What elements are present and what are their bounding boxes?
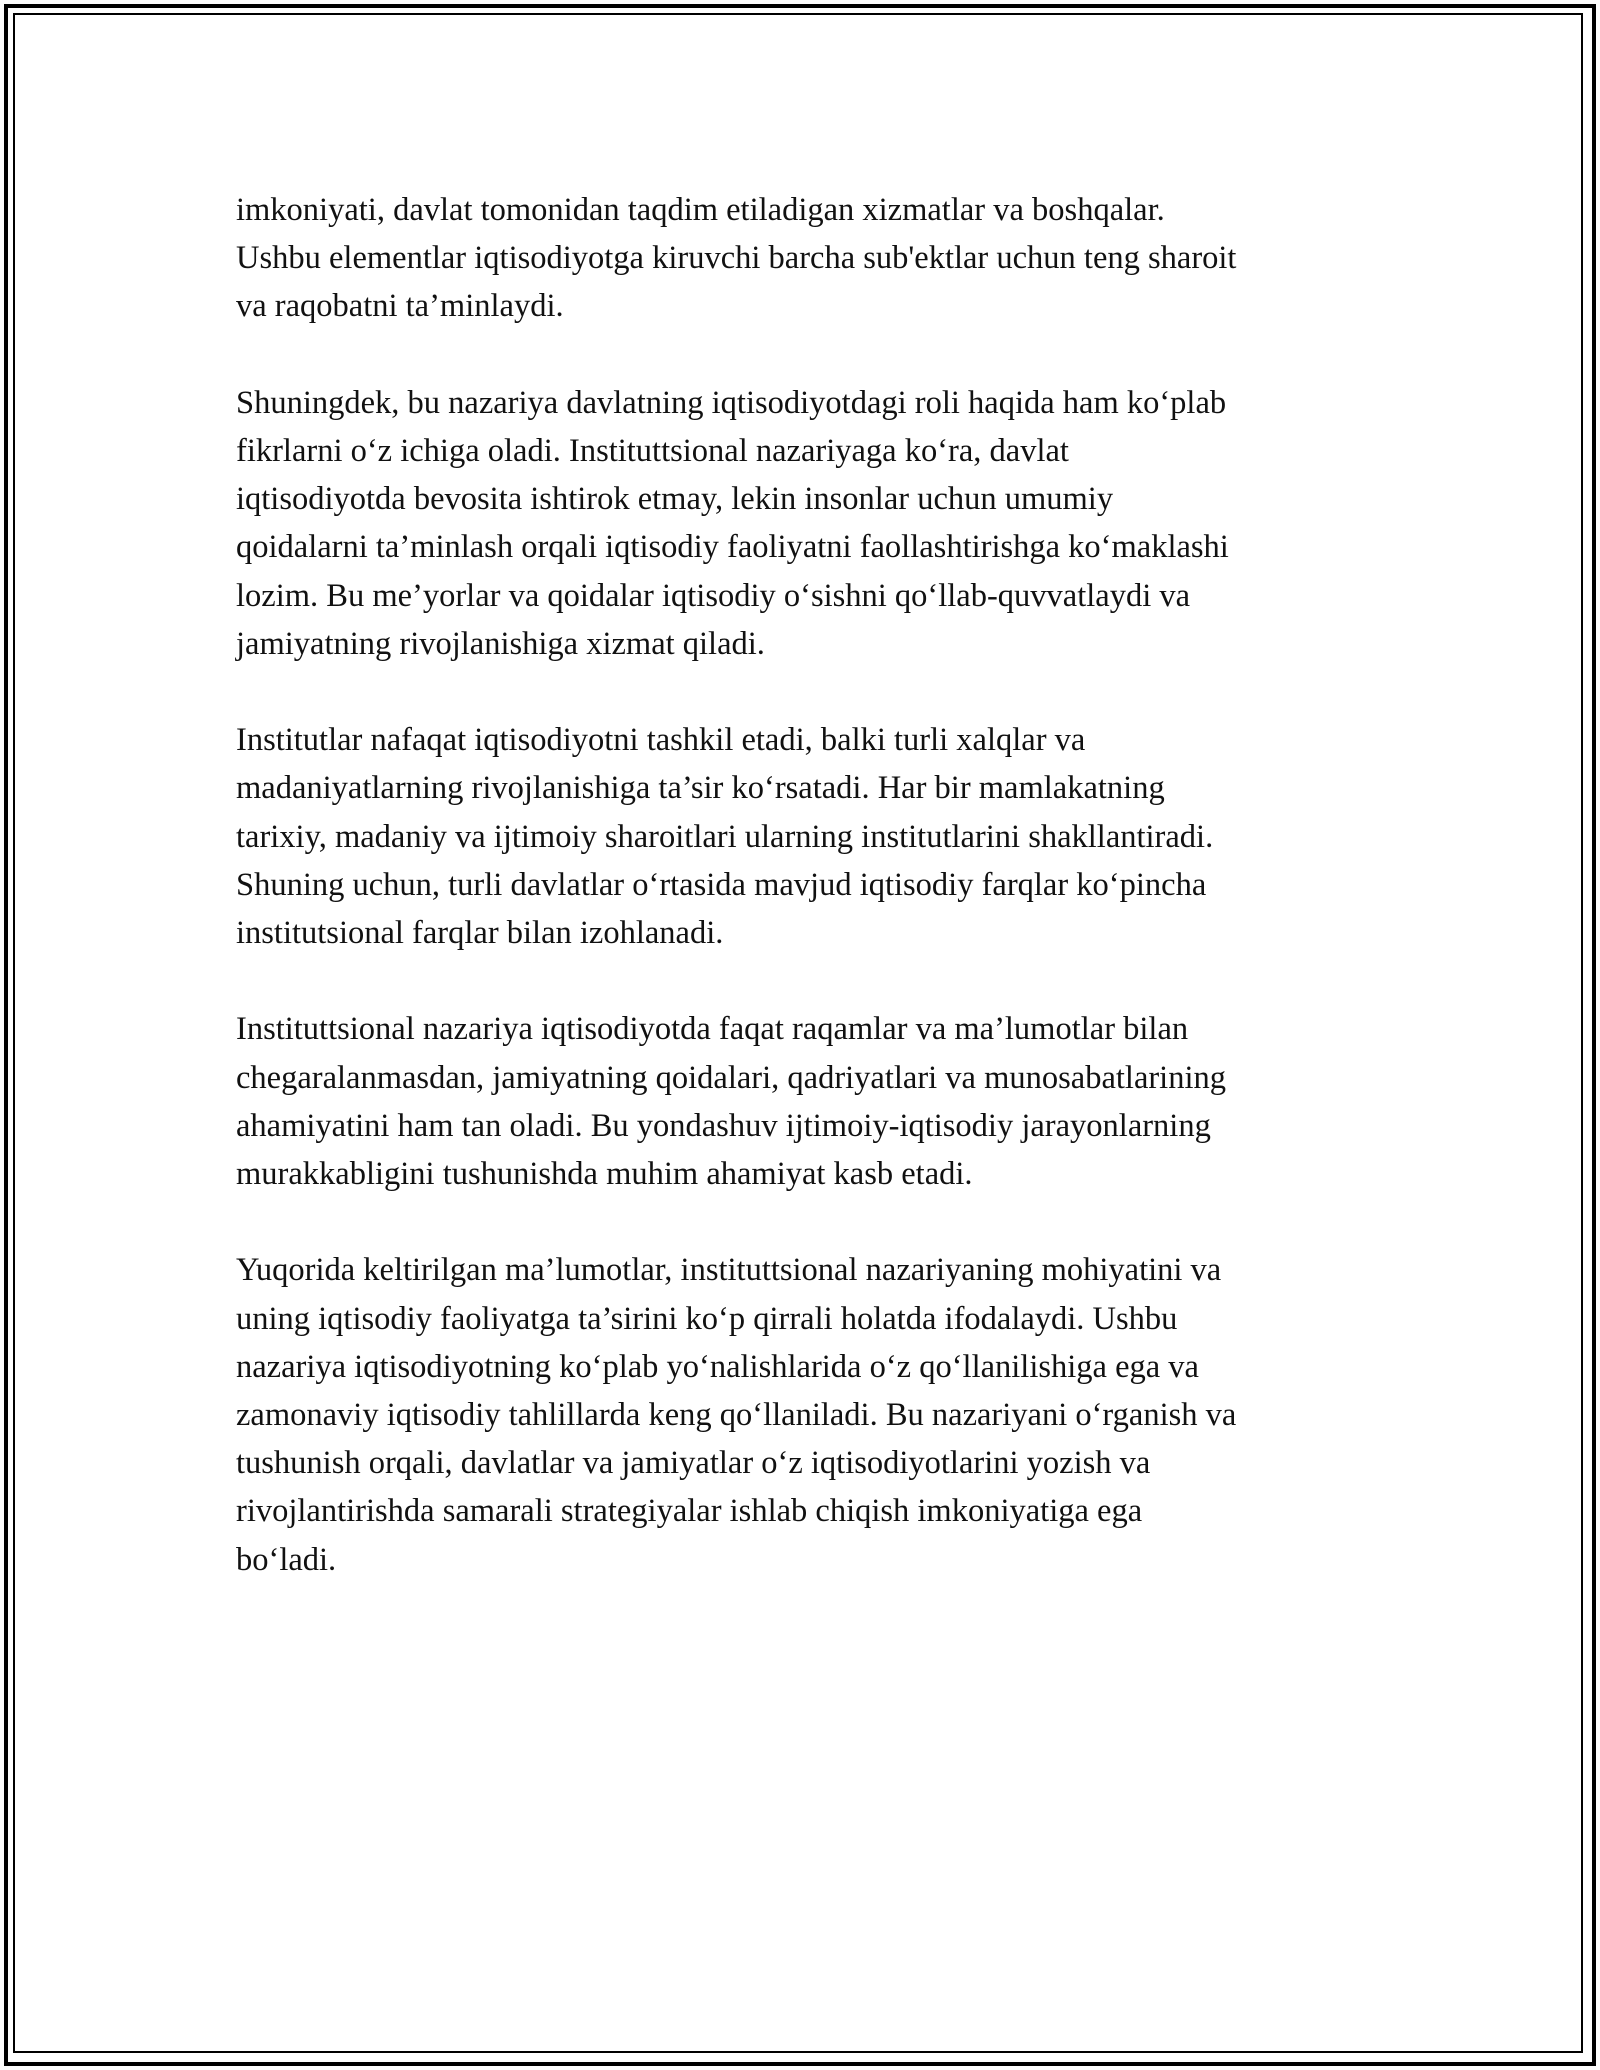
text-line: rivojlantirishda samarali strategiyalar ishlab chiqish imkoniyatiga ega	[236, 1493, 1143, 1530]
text-line: zamonaviy iqtisodiy tahlillarda keng qo‘llaniladi. Bu nazariyani o‘rganish va	[236, 1397, 1237, 1434]
paragraph-1	[236, 186, 1376, 331]
text-line: bo‘ladi.	[236, 1541, 337, 1578]
text-line: institutsional farqlar bilan izohlanadi.	[236, 915, 724, 952]
document-body	[236, 186, 1376, 1632]
paragraph-3	[236, 716, 1376, 957]
text-line: Institutlar nafaqat iqtisodiyotni tashkil etadi, balki turli xalqlar va	[236, 722, 1086, 759]
text-line: madaniyatlarning rivojlanishiga ta’sir ko‘rsatadi. Har bir mamlakatning	[236, 770, 1165, 807]
text-line: nazariya iqtisodiyotning ko‘plab yo‘nalishlarida o‘z qo‘llanilishiga ega va	[236, 1348, 1199, 1385]
text-line: Yuqorida keltirilgan ma’lumotlar, instituttsional nazariyaning mohiyatini va	[236, 1252, 1222, 1289]
text-line: uning iqtisodiy faoliyatga ta’sirini ko‘p qirrali holatda ifodalaydi. Ushbu	[236, 1300, 1178, 1337]
text-line: Instituttsional nazariya iqtisodiyotda faqat raqamlar va ma’lumotlar bilan	[236, 1011, 1189, 1048]
text-line: Shuningdek, bu nazariya davlatning iqtisodiyotdagi roli haqida ham ko‘plab	[236, 384, 1227, 421]
text-line: tushunish orqali, davlatlar va jamiyatlar o‘z iqtisodiyotlarini yozish va	[236, 1445, 1151, 1482]
text-line: Ushbu elementlar iqtisodiyotga kiruvchi barcha sub'ektlar uchun teng sharoit	[236, 240, 1237, 277]
text-line: Shuning uchun, turli davlatlar o‘rtasida mavjud iqtisodiy farqlar ko‘pincha	[236, 866, 1207, 903]
text-line: iqtisodiyotda bevosita ishtirok etmay, lekin insonlar uchun umumiy	[236, 481, 1114, 518]
paragraph-4	[236, 1005, 1376, 1198]
text-line: chegaralanmasdan, jamiyatning qoidalari, qadriyatlari va munosabatlarining	[236, 1059, 1226, 1096]
text-line: murakkabligini tushunishda muhim ahamiyat kasb etadi.	[236, 1156, 973, 1193]
text-line: tarixiy, madaniy va ijtimoiy sharoitlari ularning institutlarini shakllantiradi.	[236, 818, 1214, 855]
text-line: ahamiyatini ham tan oladi. Bu yondashuv ijtimoiy-iqtisodiy jarayonlarning	[236, 1107, 1211, 1144]
text-line: qoidalarni ta’minlash orqali iqtisodiy faoliyatni faollashtirishga ko‘maklashi	[236, 529, 1229, 566]
text-line: jamiyatning rivojlanishiga xizmat qiladi.	[236, 625, 765, 662]
text-line: va raqobatni ta’minlaydi.	[236, 288, 564, 325]
text-line: fikrlarni o‘z ichiga oladi. Instituttsional nazariyaga ko‘ra, davlat	[236, 433, 1069, 469]
text-line: lozim. Bu me’yorlar va qoidalar iqtisodiy o‘sishni qo‘llab-quvvatlaydi va	[236, 577, 1191, 614]
paragraph-2	[236, 379, 1376, 668]
paragraph-5	[236, 1246, 1376, 1583]
text-line: imkoniyati, davlat tomonidan taqdim etiladigan xizmatlar va boshqalar.	[236, 192, 1165, 228]
